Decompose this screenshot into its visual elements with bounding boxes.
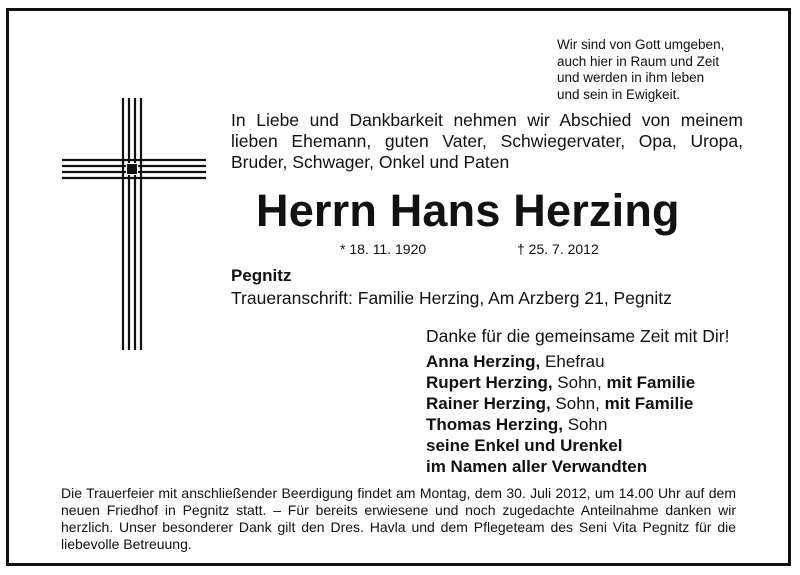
mourner-relation: Sohn,	[550, 394, 605, 413]
place: Pegnitz	[231, 266, 292, 285]
mourners-list	[426, 351, 695, 477]
verse-line: und werden in ihm leben	[557, 70, 705, 85]
closing-line: im Namen aller Verwandten	[426, 457, 648, 476]
mourner-relation: Sohn,	[552, 373, 607, 392]
mourner-name: Thomas Herzing,	[426, 415, 563, 434]
verse-line: auch hier in Raum und Zeit	[557, 53, 720, 69]
verse-line: und sein in Ewigkeit.	[557, 86, 681, 102]
deceased-name: Herrn Hans Herzing	[256, 185, 680, 236]
mourner-name: Rupert Herzing,	[426, 373, 553, 392]
cross-icon	[62, 98, 206, 350]
intro-text: In Liebe und Dankbarkeit nehmen wir Abschied von meinem lieben Ehemann, guten Vater, Schwiegervater, Opa, Uropa, Bruder, Schwager, Onkel und Paten	[231, 110, 743, 172]
mourning-address: Traueranschrift: Familie Herzing, Am Arzberg 21, Pegnitz	[231, 288, 672, 308]
verse-line: Wir sind von Gott umgeben,	[557, 37, 725, 52]
thanks-line: Danke für die gemeinsame Zeit mit Dir!	[426, 326, 730, 346]
mourner-extra: mit Familie	[604, 394, 694, 413]
mourner-relation: Ehefrau	[540, 352, 605, 371]
mourner-entry	[426, 393, 695, 414]
mourner-extra: mit Familie	[606, 373, 696, 392]
death-date: † 25. 7. 2012	[517, 241, 599, 257]
funeral-info: Die Trauerfeier mit anschließender Beerdigung findet am Montag, dem 30. Juli 2012, um 14.00 Uhr auf dem neuen Friedhof in Pegnitz statt. – Für bereits erwiesene und noch zugedachte Anteilnahme danken wir herzlich. Unser besonderer Dank gilt den Dres. Havla und dem Pflegeteam des Seni Vita Pegnitz für die liebevolle Betreuung.	[61, 485, 736, 552]
mourner-name: Rainer Herzing,	[426, 394, 551, 413]
birth-date: * 18. 11. 1920	[340, 241, 427, 257]
mourner-relation: Sohn	[562, 415, 608, 434]
mourner-entry	[426, 372, 695, 393]
closing-line: seine Enkel und Urenkel	[426, 436, 623, 455]
verse	[557, 37, 757, 103]
mourner-entry	[426, 414, 695, 435]
mourner-entry	[426, 351, 695, 372]
mourner-name: Anna Herzing,	[426, 352, 541, 371]
